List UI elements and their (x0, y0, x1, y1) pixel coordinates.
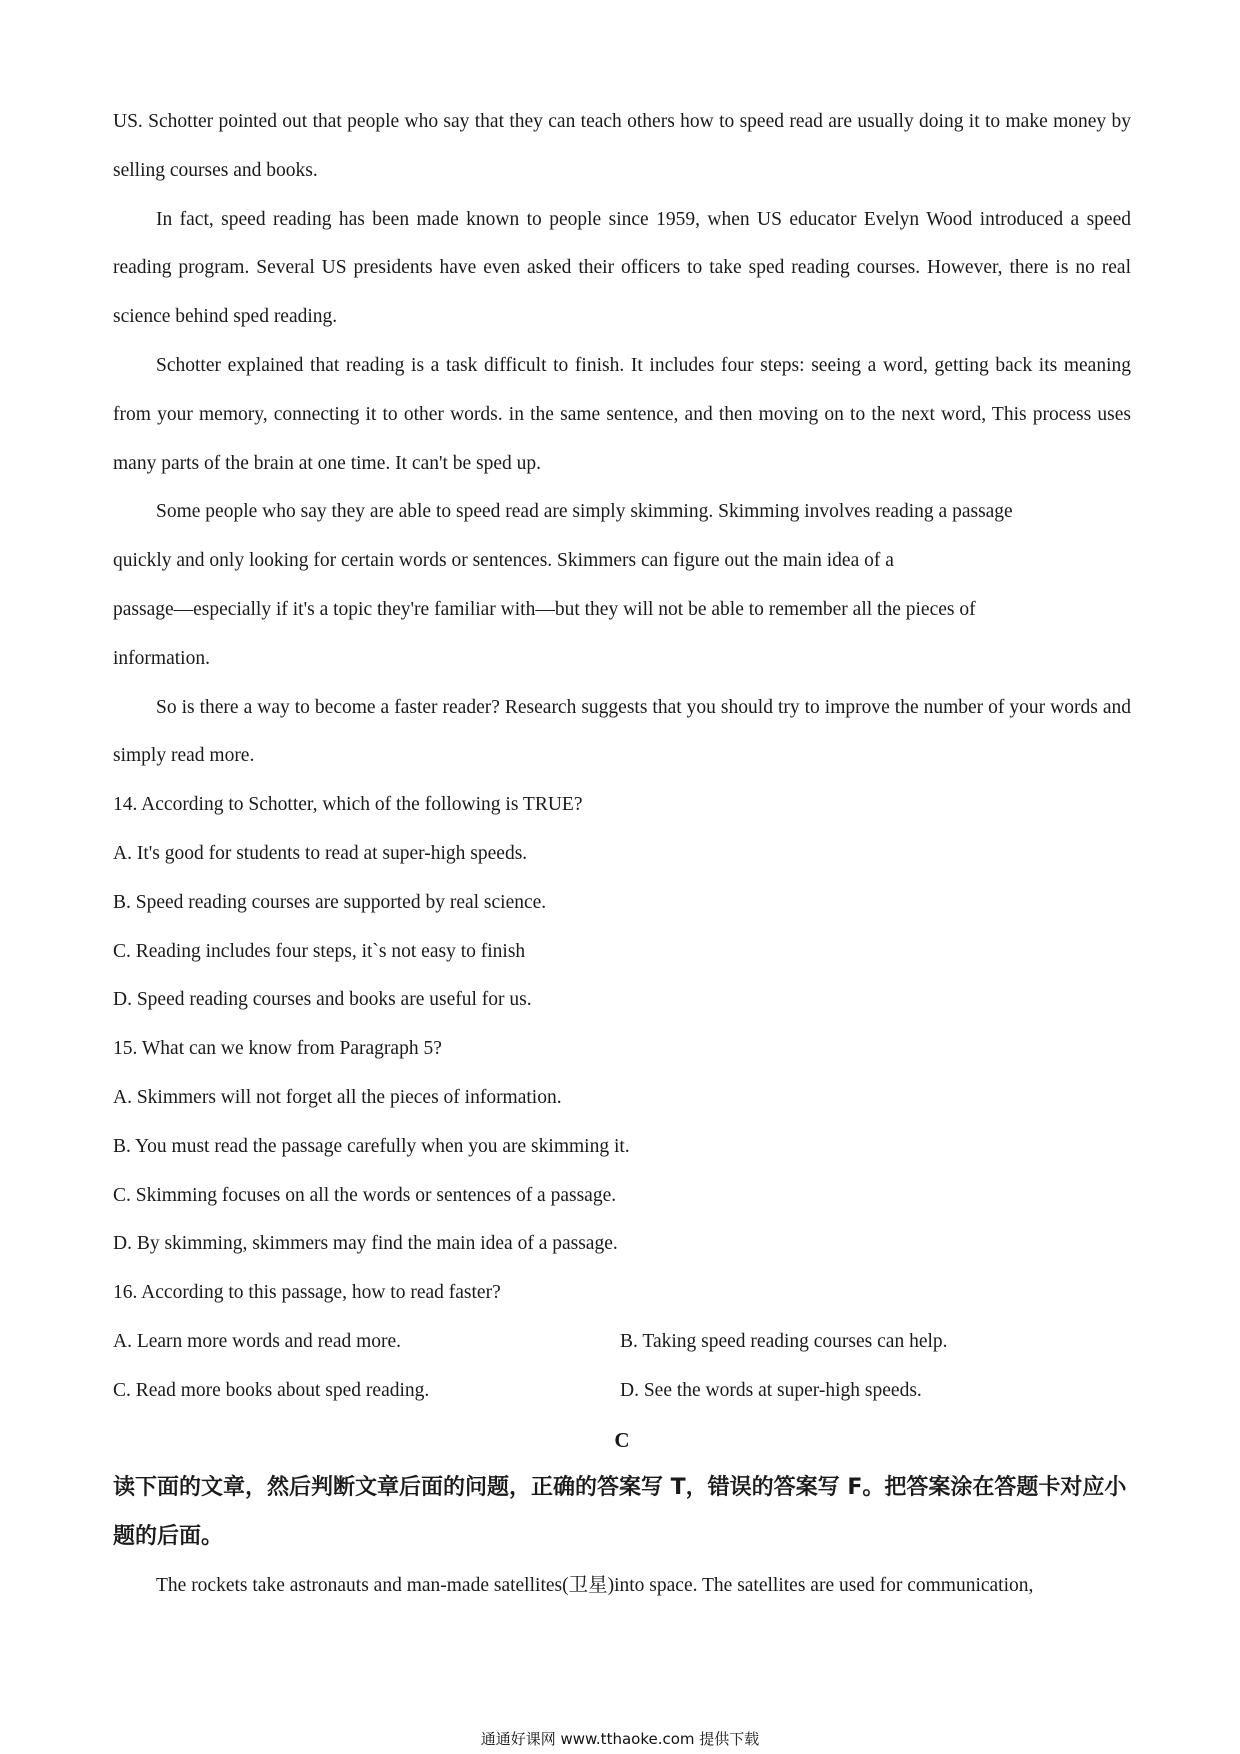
option-d: D. Speed reading courses and books are useful for us. (113, 989, 532, 1011)
question-stem: 14. According to Schotter, which of the following is TRUE? (113, 794, 583, 816)
question-stem: 16. According to this passage, how to read faster? (113, 1282, 501, 1304)
question-stem: 15. What can we know from Paragraph 5? (113, 1038, 442, 1060)
option-c: C. Skimming focuses on all the words or sentences of a passage. (113, 1184, 617, 1206)
option-c: C. Reading includes four steps, it`s not easy to finish (113, 940, 526, 962)
question-15 (113, 1025, 1131, 1269)
section-heading: C (614, 1427, 630, 1452)
passage-paragraph-3: Schotter explained that reading is a task difficult to finish. It includes four steps: seeing a word, getting back its meaning from your memory, connecting it to other words. in the same sentence, and then moving on to the next word, This process uses many parts of the brain at one time. It can't be sped up. (113, 354, 1131, 474)
option-b: B. Taking speed reading courses can help. (620, 1330, 948, 1352)
option-a: A. Skimmers will not forget all the pieces of information. (113, 1086, 562, 1108)
options-row-1 (113, 1318, 1131, 1367)
question-14 (113, 781, 1131, 1025)
paragraph-line: passage—especially if it's a topic they're familiar with—but they will not be able to remember all the pieces of (113, 598, 976, 620)
section-c-paragraph-1: The rockets take astronauts and man-made satellites(卫星)into space. The satellites are used for communication, (156, 1574, 1034, 1596)
paragraph-line: Some people who say they are able to speed read are simply skimming. Skimming involves reading a passage (156, 501, 1013, 523)
passage-paragraph-4 (113, 488, 1131, 683)
paragraph-line: information. (113, 647, 210, 669)
options-row-2 (113, 1367, 1131, 1416)
page-content (113, 98, 1131, 1611)
question-16 (113, 1269, 1131, 1415)
paragraph-line: quickly and only looking for certain words or sentences. Skimmers can figure out the main idea of a (113, 550, 894, 572)
option-c: C. Read more books about sped reading. (113, 1379, 430, 1401)
passage-paragraph-2: In fact, speed reading has been made known to people since 1959, when US educator Evelyn Wood introduced a speed reading program. Several US presidents have even asked their officers to take sped reading courses. However, there is no real science behind sped reading. (113, 208, 1131, 328)
option-d: D. By skimming, skimmers may find the main idea of a passage. (113, 1233, 618, 1255)
option-d: D. See the words at super-high speeds. (620, 1379, 922, 1401)
section-instruction: 读下面的文章，然后判断文章后面的问题，正确的答案写 T，错误的答案写 F。把答案涂在答题卡对应小题的后面。 (113, 1475, 1127, 1550)
option-b: B. You must read the passage carefully when you are skimming it. (113, 1135, 630, 1157)
option-a: A. Learn more words and read more. (113, 1330, 402, 1352)
page-footer: 通通好课网 www.tthaoke.com 提供下载 (480, 1730, 760, 1748)
passage-paragraph-5: So is there a way to become a faster reader? Research suggests that you should try to improve the number of your words and simply read more. (113, 696, 1131, 767)
option-b: B. Speed reading courses are supported by real science. (113, 891, 547, 913)
option-a: A. It's good for students to read at super-high speeds. (113, 842, 528, 864)
passage-paragraph-1-continued: US. Schotter pointed out that people who say that they can teach others how to speed read are usually doing it to make money by selling courses and books. (113, 111, 1131, 181)
